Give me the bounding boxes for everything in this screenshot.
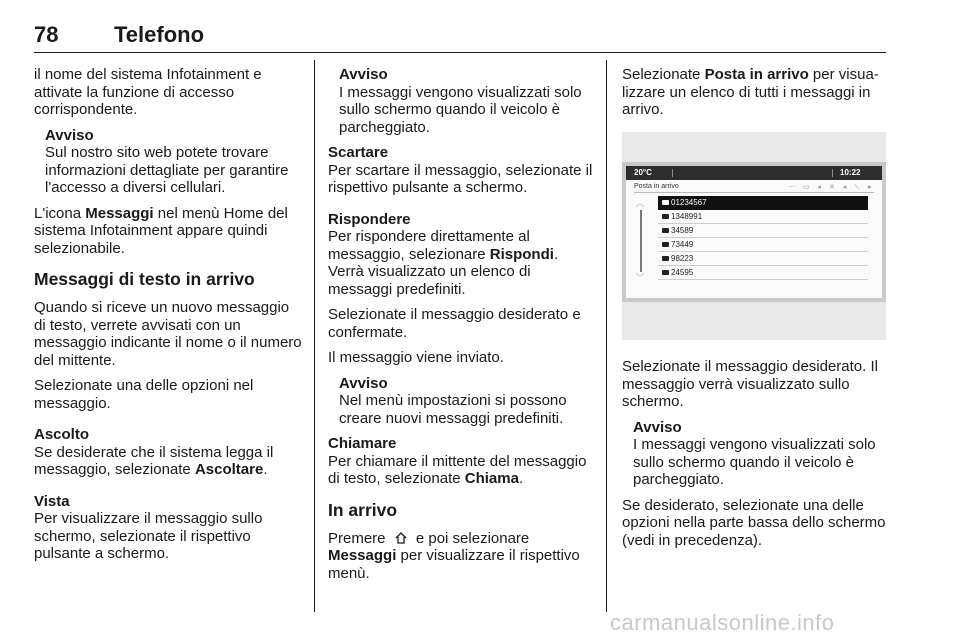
subheading: Scartare: [328, 144, 389, 161]
message-sender: 98223: [671, 254, 694, 263]
note-heading: Avviso: [633, 418, 682, 436]
menu-term: Messaggi: [85, 204, 154, 222]
display: [626, 166, 882, 298]
paragraph: Il messaggio viene inviato.: [328, 349, 504, 366]
note-box: [328, 66, 596, 136]
clock: 10:22: [840, 168, 861, 177]
note-text: Sul nostro sito web potete trovare informazioni dettagliate per garantire l'accesso a diversi cellulari.: [45, 144, 289, 196]
message-sender: 01234567: [671, 198, 707, 207]
note-box: [622, 419, 888, 489]
subheading: Chiamare: [328, 435, 397, 452]
paragraph: Selezionate Posta in arrivo per visualizzare un elenco di tutti i messaggi in arrivo.: [622, 66, 879, 118]
paragraph: Selezionate il messaggio desiderato. Il messaggio verrà visualizzato sullo schermo.: [622, 358, 878, 410]
status-bar: [626, 166, 882, 180]
message-sender: 73449: [671, 240, 694, 249]
paragraph: Se desiderato, selezionate una delle opzioni nella parte bassa dello schermo (vedi in precedenza).: [622, 496, 886, 549]
column-3-lower: [622, 358, 888, 557]
envelope-icon: [662, 256, 669, 261]
paragraph: Quando si riceve un nuovo messaggio di testo, verrete avvisati con un messaggio indicante il nome o il numero del mittente.: [34, 299, 302, 369]
paragraph: Selezionate una delle opzioni nel messaggio.: [34, 377, 254, 412]
header-divider: [34, 52, 886, 53]
column-2: [328, 66, 596, 590]
subheading: Rispondere: [328, 210, 411, 228]
message-row[interactable]: [658, 224, 868, 238]
paragraph: il nome del sistema Infotainment e attivate la funzione di accesso corrispondente.: [34, 66, 262, 118]
message-row[interactable]: [658, 238, 868, 252]
infotainment-screenshot: [622, 132, 886, 340]
scrollbar[interactable]: [640, 210, 642, 272]
home-icon: [394, 531, 408, 545]
note-heading: Avviso: [45, 126, 94, 144]
scroll-down-icon[interactable]: ﹀: [636, 273, 644, 282]
envelope-icon: [662, 242, 669, 247]
message-sender: 24595: [671, 268, 694, 277]
paragraph: Per visualizzare il messaggio sullo schermo, selezionate il rispettivo pulsante a schermo.: [34, 510, 263, 562]
page-number: 78: [34, 22, 59, 47]
envelope-icon: [662, 200, 669, 205]
message-row[interactable]: [658, 196, 868, 210]
paragraph: Premere e poi selezionare Messaggi per visualizzare il rispettivo menù.: [328, 529, 580, 582]
note-text: I messaggi vengono visualizzati solo sullo schermo quando il veicolo è parcheggiato.: [339, 83, 582, 136]
column-divider: [314, 60, 315, 612]
column-3: [622, 66, 888, 127]
page-title: Telefono: [114, 22, 205, 47]
section-heading: In arrivo: [328, 499, 398, 520]
note-heading: Avviso: [339, 374, 388, 392]
scroll-up-icon[interactable]: ︿: [636, 199, 644, 208]
watermark: carmanualsonline.info: [610, 610, 835, 635]
note-heading: Avviso: [339, 66, 388, 83]
paragraph: Per scartare il messaggio, selezionate il rispettivo pulsante a schermo.: [328, 161, 593, 196]
envelope-icon: [662, 270, 669, 275]
message-sender: 34589: [671, 226, 694, 235]
paragraph: Per rispondere direttamente al messaggio, selezionare Rispondi. Verrà visualizzato un elenco di messaggi predefiniti.: [328, 228, 559, 298]
paragraph: Se desiderate che il sistema legga il messaggio, selezionate Ascoltare.: [34, 443, 274, 478]
page-header: [34, 22, 886, 52]
message-row[interactable]: [658, 252, 868, 266]
message-row[interactable]: [658, 210, 868, 224]
display-bezel: [622, 162, 886, 302]
envelope-icon: [662, 214, 669, 219]
paragraph: L'icona Messaggi nel menù Home del sistema Infotainment appare quindi selezionabile.: [34, 204, 288, 257]
subheading: Vista: [34, 492, 70, 510]
message-sender: 1348991: [671, 212, 703, 221]
message-row[interactable]: [658, 266, 868, 280]
status-icons: ⋯ ▭ ◂ ✕ ◂ ⟍ ●: [788, 184, 875, 191]
screen-title: Posta in arrivo: [634, 183, 679, 190]
note-box: [34, 127, 302, 197]
column-divider: [606, 60, 607, 612]
paragraph: Selezionate il messaggio desiderato e confermate.: [328, 306, 581, 341]
paragraph: Per chiamare il mittente del messaggio di testo, selezionate Chiama.: [328, 452, 587, 487]
column-1: [34, 66, 302, 571]
temperature: 20°C: [634, 168, 652, 177]
message-list: [658, 196, 868, 280]
subheading: Ascolto: [34, 426, 90, 443]
envelope-icon: [662, 228, 669, 233]
section-heading: Messaggi di testo in arrivo: [34, 269, 255, 289]
note-text: I messaggi vengono visualizzati solo sullo schermo quando il veicolo è parcheggiato.: [633, 436, 876, 488]
note-text: Nel menù impostazioni si possono creare nuovi messaggi predefiniti.: [339, 392, 567, 427]
note-box: [328, 375, 596, 428]
